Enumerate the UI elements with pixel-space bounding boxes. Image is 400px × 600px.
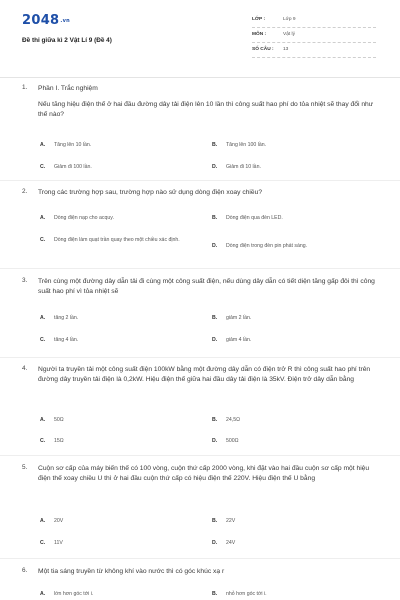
question-4: [0, 365, 400, 447]
question-6: [0, 567, 400, 600]
option-d[interactable]: [212, 540, 235, 547]
exam-title: Đề thi giữa kì 2 Vật Lí 9 (Đề 4): [22, 37, 112, 44]
option-letter: D.: [212, 540, 218, 546]
option-b[interactable]: [212, 518, 235, 525]
option-letter: C.: [40, 337, 46, 343]
option-d[interactable]: [212, 337, 251, 344]
option-letter: A.: [40, 142, 46, 148]
option-letter: A.: [40, 315, 46, 321]
option-text: Dòng điện nạp cho acquy.: [54, 215, 114, 221]
option-b[interactable]: [212, 417, 240, 424]
meta-class-label: LỚP :: [252, 17, 266, 22]
option-letter: D.: [212, 164, 218, 170]
option-text: giảm 4 lần.: [226, 337, 252, 343]
option-text: Tăng lên 10 lần.: [54, 142, 92, 148]
option-text: 50Ω: [54, 417, 64, 423]
option-text: Dòng điện trong đèn pin phát sáng.: [226, 243, 308, 249]
option-letter: B.: [212, 591, 218, 597]
option-letter: B.: [212, 518, 218, 524]
question-divider: [0, 357, 400, 358]
question-text: Một tia sáng truyền từ không khí vào nước thì có góc khúc xạ r: [38, 568, 225, 575]
option-text: 24,5Ω: [226, 417, 240, 423]
option-text: tăng 2 lần.: [54, 315, 79, 321]
option-letter: B.: [212, 315, 218, 321]
option-a[interactable]: [40, 315, 78, 322]
option-letter: D.: [212, 438, 218, 444]
option-letter: B.: [212, 142, 218, 148]
option-letter: D.: [212, 337, 218, 343]
option-letter: A.: [40, 591, 46, 597]
option-a[interactable]: [40, 215, 114, 222]
option-c[interactable]: [40, 540, 63, 547]
option-text: 11V: [54, 540, 63, 546]
question-5: [0, 464, 400, 546]
page-header: [0, 0, 400, 78]
question-3: [0, 277, 400, 349]
meta-question-count-value: 13: [283, 47, 289, 52]
meta-class: [252, 14, 376, 28]
question-number: 4.: [22, 365, 28, 372]
option-c[interactable]: [40, 438, 64, 445]
option-a[interactable]: [40, 417, 64, 424]
header-divider: [0, 77, 400, 78]
option-text: 22V: [226, 518, 236, 524]
question-text: Cuộn sơ cấp của máy biến thế có 100 vòng, cuộn thứ cấp 2000 vòng, khi đặt vào hai đầu cuộn sơ cấp một hiệu điện thế xoay chiều U thì ở hai đầu cuộn thứ cấp có hiệu điện thế 220V. Hiệu điện thế U bằng: [38, 465, 370, 483]
question-text: Trong các trường hợp sau, trường hợp nào sử dụng dòng điện xoay chiều?: [38, 189, 263, 196]
option-letter: C.: [40, 438, 46, 444]
option-b[interactable]: [212, 142, 266, 149]
logo-text: 2048: [22, 13, 60, 28]
option-letter: C.: [40, 540, 46, 546]
option-a[interactable]: [40, 591, 93, 598]
question-divider: [0, 180, 400, 181]
option-text: 15Ω: [54, 438, 64, 444]
question-text: Nếu tăng hiệu điện thế ở hai đầu đường dây tải điện lên 10 lần thì công suất hao phí do tỏa nhiệt sẽ thay đổi như thế nào?: [38, 101, 374, 119]
option-a[interactable]: [40, 518, 63, 525]
meta-question-count: [252, 44, 376, 58]
option-letter: A.: [40, 417, 46, 423]
question-text: Trên cùng một đường dây dẫn tải đi cùng một công suất điện, nếu dùng dây dẫn có tiết diện tăng gấp đôi thì công suất hao phí vì tỏa nhiệt sẽ: [38, 278, 375, 296]
option-text: Dòng điện làm quạt trần quay theo một chiều xác định.: [54, 237, 180, 243]
option-letter: C.: [40, 237, 46, 243]
option-a[interactable]: [40, 142, 91, 149]
option-text: nhỏ hơn góc tới i.: [226, 591, 267, 597]
option-text: Giảm đi 10 lần.: [226, 164, 261, 170]
option-b[interactable]: [212, 215, 283, 222]
option-d[interactable]: [212, 243, 307, 250]
meta-subject-label: MÔN :: [252, 32, 267, 37]
meta-question-count-label: SỐ CÂU :: [252, 47, 274, 52]
option-letter: B.: [212, 417, 218, 423]
option-letter: A.: [40, 518, 46, 524]
option-text: Giảm đi 100 lần.: [54, 164, 92, 170]
meta-subject-value: Vật lý: [283, 32, 295, 37]
section-heading: Phần I. Trắc nghiệm: [38, 85, 98, 92]
meta-subject: [252, 29, 376, 43]
logo-suffix: .vn: [60, 17, 71, 24]
question-number: 1.: [22, 84, 28, 91]
option-text: 20V: [54, 518, 64, 524]
option-letter: A.: [40, 215, 46, 221]
question-number: 2.: [22, 188, 28, 195]
option-text: tăng 4 lần.: [54, 337, 79, 343]
question-divider: [0, 455, 400, 456]
option-c[interactable]: [40, 337, 78, 344]
question-1: [0, 84, 400, 174]
option-letter: B.: [212, 215, 218, 221]
option-text: Dòng điện qua đèn LED.: [226, 215, 283, 221]
question-number: 5.: [22, 464, 28, 471]
option-letter: C.: [40, 164, 46, 170]
option-c[interactable]: [40, 164, 92, 171]
option-d[interactable]: [212, 438, 239, 445]
option-text: lớn hơn góc tới i.: [54, 591, 94, 597]
question-number: 3.: [22, 277, 28, 284]
question-divider: [0, 558, 400, 559]
option-letter: D.: [212, 243, 218, 249]
option-text: Tăng lên 100 lần.: [226, 142, 267, 148]
question-number: 6.: [22, 567, 28, 574]
option-d[interactable]: [212, 164, 261, 171]
option-c[interactable]: [40, 237, 204, 244]
question-2: [0, 188, 400, 260]
option-text: giảm 2 lần.: [226, 315, 252, 321]
option-b[interactable]: [212, 315, 251, 322]
meta-class-value: Lớp 9: [283, 17, 296, 22]
site-logo[interactable]: [22, 13, 70, 28]
question-text: Người ta truyền tải một công suất điện 100kW bằng một đường dây dẫn có điện trở R thì công suất hao phí trên đường dây truyền tải điện là 0,2kW. Hiệu điện thế giữa hai đầu dây tải điện là 35kV. Điện trở dây dẫn bằng: [38, 366, 371, 384]
question-divider: [0, 268, 400, 269]
option-text: 24V: [226, 540, 236, 546]
option-b[interactable]: [212, 591, 267, 598]
option-text: 500Ω: [226, 438, 239, 444]
